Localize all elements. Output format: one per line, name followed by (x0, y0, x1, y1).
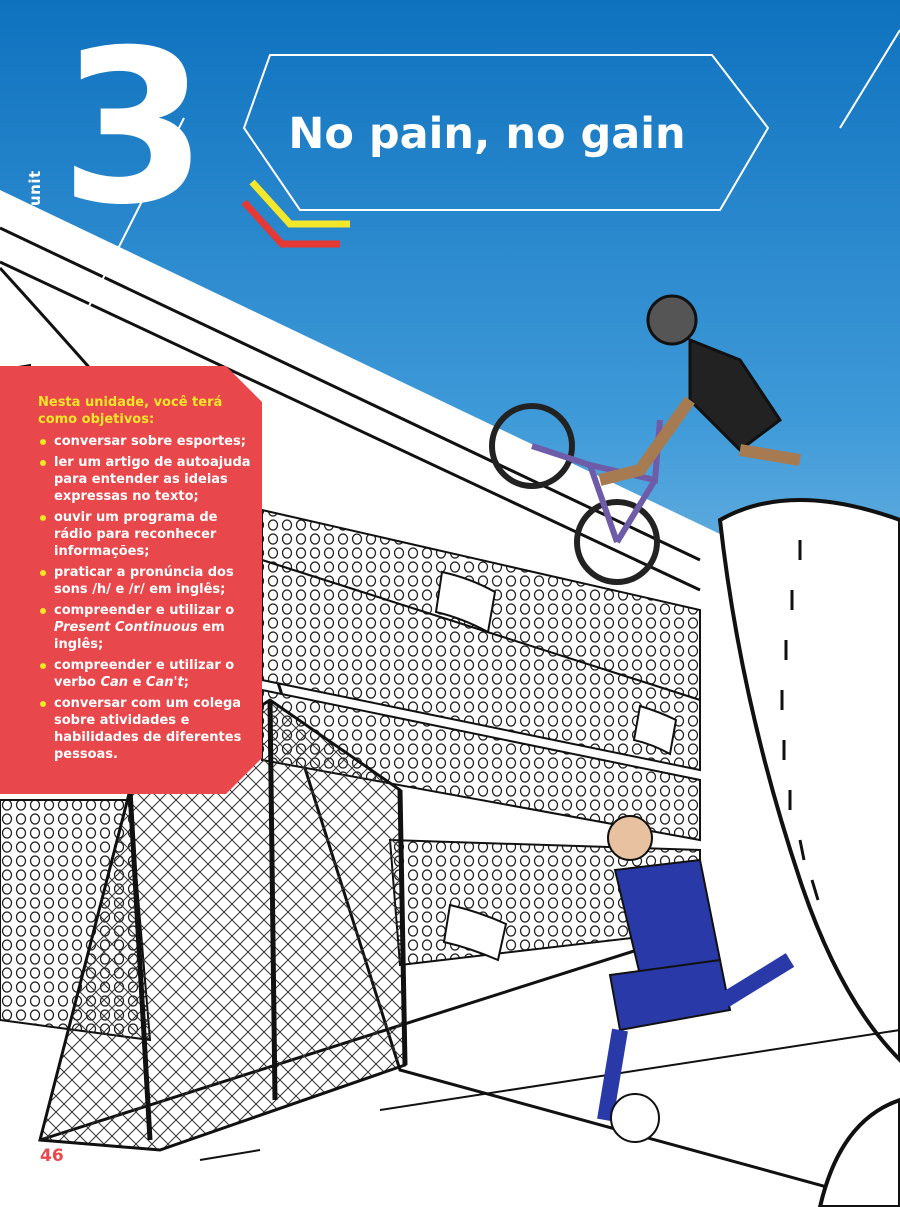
page-number: 46 (40, 1146, 64, 1166)
list-item: compreender e utilizar o verbo Can e Can't; (38, 657, 256, 691)
list-item: compreender e utilizar o Present Continuous em inglês; (38, 602, 256, 653)
list-item: conversar com um colega sobre atividades e habilidades de diferentes pessoas. (38, 695, 256, 763)
objectives-heading: Nesta unidade, você terá como objetivos: (38, 395, 223, 427)
list-item: ouvir um programa de rádio para reconhecer informações; (38, 509, 256, 560)
unit-label: unit (26, 170, 44, 206)
unit-number: 3 (60, 4, 202, 251)
list-item: ler um artigo de autoajuda para entender as ideias expressas no texto; (38, 454, 256, 505)
list-item: conversar sobre esportes; (38, 433, 256, 450)
unit-title: No pain, no gain (288, 109, 686, 159)
objectives-panel (38, 394, 256, 767)
list-item: praticar a pronúncia dos sons /h/ e /r/ em inglês; (38, 564, 256, 598)
objectives-list (38, 433, 256, 763)
